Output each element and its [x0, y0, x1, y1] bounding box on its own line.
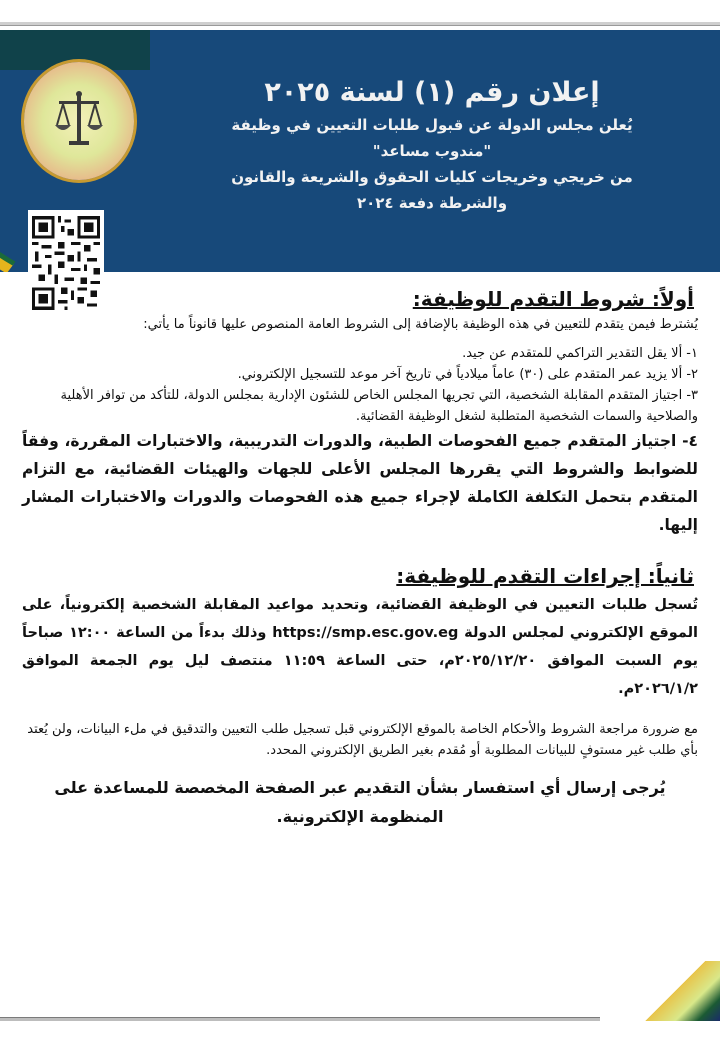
section-1-intro: يُشترط فيمن يتقدم للتعيين في هذه الوظيفة بالإضافة إلى الشروط العامة المنصوص عليها قانوناً ما يأتي:: [143, 317, 698, 332]
section-2-note: مع ضرورة مراجعة الشروط والأحكام الخاصة بالموقع الإلكتروني قبل تسجيل طلب التعيين والتدقيق في ملء البيانات، ولن يُعتد بأي طلب غير مستوفٍ للبيانات المطلوبة أو مُقدم بغير الطريق الإلكتروني المحدد.: [27, 722, 698, 758]
announcement-title: إعلان رقم (١) لسنة ٢٠٢٥: [264, 77, 600, 108]
bottom-border: [0, 1017, 600, 1021]
header-line-2: "مندوب مساعد": [372, 142, 492, 160]
section-1-title: أولاً: شروط التقدم للوظيفة:: [412, 287, 694, 311]
corner-decoration: [630, 961, 720, 1021]
inquiry-notice: يُرجى إرسال أي استفسار بشأن التقديم عبر الصفحة المخصصة للمساعدة على المنظومة الإلكترونية.: [54, 778, 666, 826]
header-text-block: [162, 74, 702, 216]
scales-of-justice-icon: [24, 62, 134, 180]
condition-4: ٤- اجتياز المتقدم جميع الفحوصات الطبية، والدورات التدريبية، والاختبارات المقررة، وفقاً للضوابط والشروط التي يقررها المجلس الأعلى للجهات والهيئات القضائية، مع التزام المتقدم بتحمل التكلفة الكاملة لإجراء جميع هذه الفحوصات والدورات والاختبارات المشار إليها.: [22, 432, 698, 534]
section-2-title: ثانياً: إجراءات التقدم للوظيفة:: [396, 564, 694, 588]
header-line-1: يُعلن مجلس الدولة عن قبول طلبات التعيين في وظيفة: [231, 116, 633, 134]
top-border: [0, 22, 720, 26]
announcement-body: [22, 284, 698, 831]
qr-code-icon[interactable]: [28, 210, 104, 316]
condition-2: ٢- ألا يزيد عمر المتقدم على (٣٠) عاماً ميلادياً في تاريخ آخر موعد للتسجيل الإلكتروني.: [237, 367, 698, 382]
condition-1: ١- ألا يقل التقدير التراكمي للمتقدم عن جيد.: [462, 346, 698, 361]
section-2-body: تُسجل طلبات التعيين في الوظيفة القضائية، وتحديد مواعيد المقابلة الشخصية إلكترونياً، على الموقع الإلكتروني لمجلس الدولة https://smp.esc.gov.eg وذلك بدءاً من الساعة ١٢:٠٠ صباحاً يوم السبت الموافق ٢٠٢٥/١٢/٢٠م، حتى الساعة ١١:٥٩ منتصف ليل يوم الجمعة الموافق ٢٠٢٦/١/٢م.: [22, 597, 698, 697]
header-line-4: والشرطة دفعة ٢٠٢٤: [356, 194, 508, 212]
condition-3: ٣- اجتياز المتقدم المقابلة الشخصية، التي تجريها المجلس الخاص للشئون الإدارية بمجلس الدولة، للتأكد من توافر الأهلية والصلاحية والسمات الشخصية المتطلبة لشغل الوظيفة القضائية.: [60, 388, 698, 424]
announcement-header: [0, 30, 720, 272]
header-line-3: من خريجي وخريجات كليات الحقوق والشريعة والقانون: [231, 168, 633, 186]
